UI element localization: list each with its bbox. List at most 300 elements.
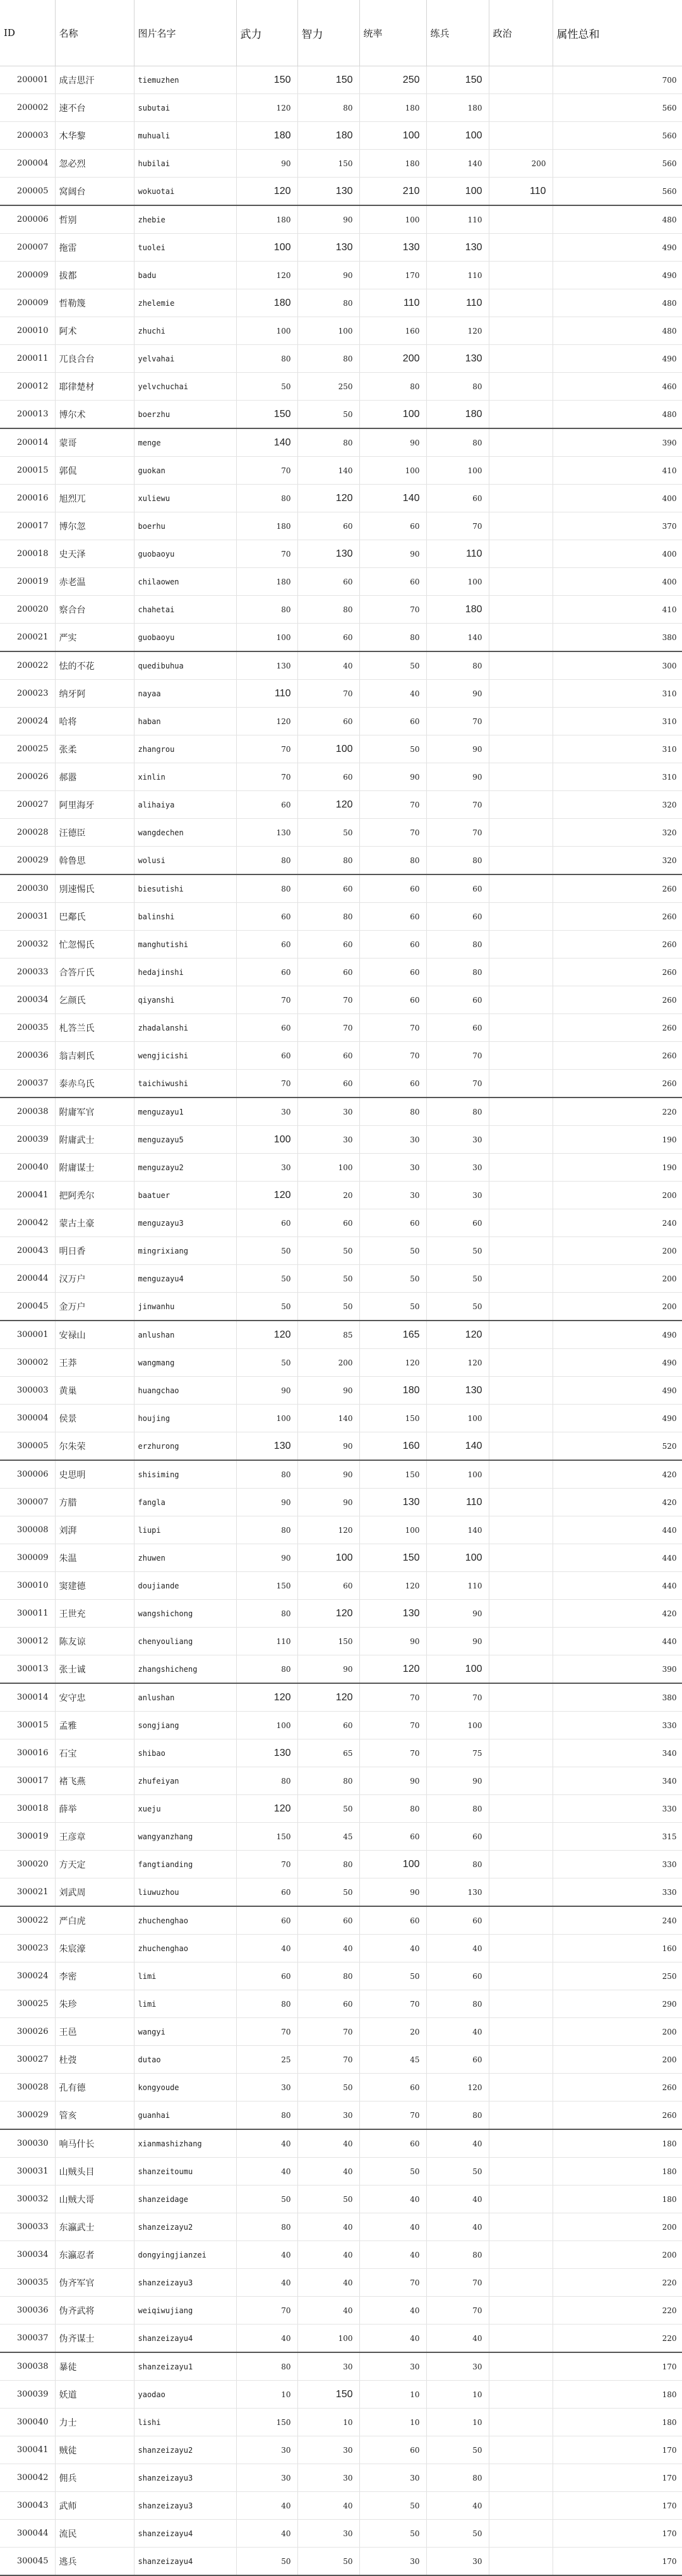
cell-intelligence[interactable]: 50 <box>297 1878 359 1907</box>
cell-id[interactable]: 200009 <box>0 262 55 289</box>
cell-force[interactable]: 70 <box>236 763 297 791</box>
cell-politics[interactable] <box>489 1572 553 1600</box>
cell-training[interactable]: 70 <box>426 819 489 847</box>
cell-id[interactable]: 200002 <box>0 94 55 122</box>
cell-command[interactable]: 50 <box>359 1237 426 1265</box>
cell-training[interactable]: 100 <box>426 1405 489 1432</box>
cell-force[interactable]: 100 <box>236 1405 297 1432</box>
cell-force[interactable]: 100 <box>236 317 297 345</box>
cell-intelligence[interactable]: 60 <box>297 1906 359 1935</box>
cell-name[interactable]: 张士诚 <box>55 1655 134 1684</box>
cell-training[interactable]: 50 <box>426 1265 489 1293</box>
cell-image-name[interactable]: wolusi <box>134 847 236 875</box>
cell-politics[interactable]: 110 <box>489 178 553 206</box>
cell-name[interactable]: 东瀛忍者 <box>55 2241 134 2269</box>
cell-name[interactable]: 薛举 <box>55 1795 134 1823</box>
cell-politics[interactable] <box>489 234 553 262</box>
cell-total[interactable]: 310 <box>553 708 682 735</box>
cell-id[interactable]: 200028 <box>0 819 55 847</box>
cell-command[interactable]: 160 <box>359 317 426 345</box>
cell-total[interactable]: 410 <box>553 596 682 624</box>
cell-total[interactable]: 220 <box>553 2269 682 2297</box>
cell-politics[interactable] <box>489 512 553 540</box>
cell-command[interactable]: 120 <box>359 1349 426 1377</box>
cell-intelligence[interactable]: 40 <box>297 2269 359 2297</box>
cell-force[interactable]: 80 <box>236 874 297 903</box>
cell-name[interactable]: 赤老温 <box>55 568 134 596</box>
cell-command[interactable]: 100 <box>359 205 426 234</box>
cell-total[interactable]: 200 <box>553 1237 682 1265</box>
cell-intelligence[interactable]: 60 <box>297 1572 359 1600</box>
cell-intelligence[interactable]: 130 <box>297 178 359 206</box>
cell-intelligence[interactable]: 130 <box>297 540 359 568</box>
cell-name[interactable]: 力士 <box>55 2409 134 2436</box>
cell-name[interactable]: 忙忽惕氏 <box>55 931 134 958</box>
cell-command[interactable]: 130 <box>359 234 426 262</box>
cell-id[interactable]: 300013 <box>0 1655 55 1684</box>
cell-id[interactable]: 200045 <box>0 1293 55 1321</box>
cell-intelligence[interactable]: 180 <box>297 122 359 150</box>
cell-intelligence[interactable]: 140 <box>297 1405 359 1432</box>
cell-intelligence[interactable]: 85 <box>297 1321 359 1349</box>
cell-image-name[interactable]: zhangshicheng <box>134 1655 236 1684</box>
cell-name[interactable]: 郭侃 <box>55 457 134 485</box>
cell-training[interactable]: 30 <box>426 1126 489 1154</box>
cell-intelligence[interactable]: 40 <box>297 2492 359 2520</box>
cell-force[interactable]: 60 <box>236 1906 297 1935</box>
cell-training[interactable]: 110 <box>426 205 489 234</box>
cell-politics[interactable] <box>489 1154 553 1182</box>
cell-politics[interactable] <box>489 1823 553 1851</box>
cell-image-name[interactable]: baatuer <box>134 1182 236 1209</box>
cell-intelligence[interactable]: 50 <box>297 1293 359 1321</box>
cell-command[interactable]: 70 <box>359 1683 426 1712</box>
cell-total[interactable]: 420 <box>553 1489 682 1516</box>
cell-id[interactable]: 200016 <box>0 485 55 512</box>
cell-command[interactable]: 210 <box>359 178 426 206</box>
cell-training[interactable]: 110 <box>426 540 489 568</box>
cell-name[interactable]: 贼徒 <box>55 2436 134 2464</box>
cell-training[interactable]: 80 <box>426 1851 489 1878</box>
cell-politics[interactable] <box>489 345 553 373</box>
cell-image-name[interactable]: liupi <box>134 1516 236 1544</box>
cell-force[interactable]: 60 <box>236 931 297 958</box>
cell-intelligence[interactable]: 50 <box>297 2548 359 2576</box>
cell-total[interactable]: 180 <box>553 2158 682 2186</box>
cell-command[interactable]: 60 <box>359 874 426 903</box>
cell-image-name[interactable]: fangla <box>134 1489 236 1516</box>
cell-id[interactable]: 300019 <box>0 1823 55 1851</box>
cell-name[interactable]: 严白虎 <box>55 1906 134 1935</box>
cell-command[interactable]: 150 <box>359 1460 426 1489</box>
cell-image-name[interactable]: wengjicishi <box>134 1042 236 1070</box>
cell-intelligence[interactable]: 70 <box>297 986 359 1014</box>
cell-name[interactable]: 佣兵 <box>55 2464 134 2492</box>
cell-training[interactable]: 40 <box>426 2325 489 2353</box>
cell-force[interactable]: 180 <box>236 568 297 596</box>
cell-name[interactable]: 怯的不花 <box>55 651 134 680</box>
cell-command[interactable]: 20 <box>359 2018 426 2046</box>
cell-command[interactable]: 130 <box>359 1600 426 1628</box>
cell-id[interactable]: 300016 <box>0 1739 55 1767</box>
cell-intelligence[interactable]: 250 <box>297 373 359 401</box>
cell-command[interactable]: 50 <box>359 1293 426 1321</box>
cell-total[interactable]: 520 <box>553 1432 682 1461</box>
cell-force[interactable]: 10 <box>236 2381 297 2409</box>
cell-politics[interactable] <box>489 1600 553 1628</box>
cell-force[interactable]: 130 <box>236 651 297 680</box>
cell-total[interactable]: 390 <box>553 428 682 457</box>
cell-force[interactable]: 60 <box>236 1014 297 1042</box>
cell-training[interactable]: 140 <box>426 1432 489 1461</box>
cell-image-name[interactable]: biesutishi <box>134 874 236 903</box>
cell-intelligence[interactable]: 70 <box>297 2046 359 2074</box>
cell-intelligence[interactable]: 45 <box>297 1823 359 1851</box>
cell-name[interactable]: 杜弢 <box>55 2046 134 2074</box>
cell-image-name[interactable]: nayaa <box>134 680 236 708</box>
header-command[interactable]: 统率 <box>359 0 426 66</box>
cell-id[interactable]: 300022 <box>0 1906 55 1935</box>
cell-intelligence[interactable]: 50 <box>297 1795 359 1823</box>
cell-total[interactable]: 170 <box>553 2464 682 2492</box>
cell-image-name[interactable]: zhuchenghao <box>134 1935 236 1962</box>
cell-command[interactable]: 70 <box>359 1712 426 1739</box>
cell-command[interactable]: 180 <box>359 150 426 178</box>
cell-image-name[interactable]: menguzayu4 <box>134 1265 236 1293</box>
cell-intelligence[interactable]: 30 <box>297 2436 359 2464</box>
cell-image-name[interactable]: shibao <box>134 1739 236 1767</box>
cell-force[interactable]: 70 <box>236 540 297 568</box>
cell-command[interactable]: 160 <box>359 1432 426 1461</box>
cell-id[interactable]: 300017 <box>0 1767 55 1795</box>
cell-total[interactable]: 490 <box>553 345 682 373</box>
header-image-name[interactable]: 图片名字 <box>134 0 236 66</box>
cell-id[interactable]: 300033 <box>0 2213 55 2241</box>
cell-command[interactable]: 30 <box>359 1154 426 1182</box>
cell-image-name[interactable]: yelvchuchai <box>134 373 236 401</box>
cell-command[interactable]: 100 <box>359 401 426 429</box>
cell-total[interactable]: 330 <box>553 1878 682 1907</box>
cell-force[interactable]: 60 <box>236 1209 297 1237</box>
cell-name[interactable]: 方天定 <box>55 1851 134 1878</box>
cell-training[interactable]: 70 <box>426 1070 489 1098</box>
cell-command[interactable]: 10 <box>359 2409 426 2436</box>
cell-intelligence[interactable]: 60 <box>297 1042 359 1070</box>
cell-intelligence[interactable]: 50 <box>297 1237 359 1265</box>
cell-image-name[interactable]: yaodao <box>134 2381 236 2409</box>
cell-intelligence[interactable]: 60 <box>297 874 359 903</box>
header-name[interactable]: 名称 <box>55 0 134 66</box>
cell-intelligence[interactable]: 60 <box>297 958 359 986</box>
cell-total[interactable]: 200 <box>553 2213 682 2241</box>
cell-id[interactable]: 200040 <box>0 1154 55 1182</box>
cell-id[interactable]: 300023 <box>0 1935 55 1962</box>
cell-name[interactable]: 博尔术 <box>55 401 134 429</box>
cell-politics[interactable] <box>489 428 553 457</box>
cell-training[interactable]: 180 <box>426 596 489 624</box>
cell-id[interactable]: 300040 <box>0 2409 55 2436</box>
cell-total[interactable]: 700 <box>553 66 682 94</box>
cell-id[interactable]: 300039 <box>0 2381 55 2409</box>
cell-id[interactable]: 300014 <box>0 1683 55 1712</box>
cell-training[interactable]: 10 <box>426 2409 489 2436</box>
cell-id[interactable]: 300005 <box>0 1432 55 1461</box>
cell-intelligence[interactable]: 90 <box>297 1489 359 1516</box>
cell-command[interactable]: 60 <box>359 2436 426 2464</box>
cell-id[interactable]: 300007 <box>0 1489 55 1516</box>
cell-command[interactable]: 100 <box>359 1851 426 1878</box>
cell-total[interactable]: 240 <box>553 1209 682 1237</box>
cell-politics[interactable] <box>489 1851 553 1878</box>
cell-training[interactable]: 30 <box>426 1182 489 1209</box>
cell-id[interactable]: 300028 <box>0 2074 55 2101</box>
cell-training[interactable]: 90 <box>426 1600 489 1628</box>
cell-training[interactable]: 40 <box>426 2213 489 2241</box>
cell-image-name[interactable]: shanzeizayu4 <box>134 2548 236 2576</box>
cell-image-name[interactable]: shanzeizayu3 <box>134 2464 236 2492</box>
cell-training[interactable]: 30 <box>426 2548 489 2576</box>
cell-training[interactable]: 120 <box>426 317 489 345</box>
cell-total[interactable]: 490 <box>553 1377 682 1405</box>
cell-total[interactable]: 180 <box>553 2186 682 2213</box>
cell-total[interactable]: 260 <box>553 903 682 931</box>
cell-image-name[interactable]: dongyingjianzei <box>134 2241 236 2269</box>
cell-force[interactable]: 30 <box>236 1098 297 1126</box>
cell-intelligence[interactable]: 200 <box>297 1349 359 1377</box>
cell-force[interactable]: 80 <box>236 2352 297 2381</box>
cell-force[interactable]: 150 <box>236 1823 297 1851</box>
cell-force[interactable]: 100 <box>236 1126 297 1154</box>
cell-training[interactable]: 60 <box>426 903 489 931</box>
cell-politics[interactable] <box>489 373 553 401</box>
cell-command[interactable]: 100 <box>359 457 426 485</box>
cell-force[interactable]: 90 <box>236 1489 297 1516</box>
cell-total[interactable]: 180 <box>553 2409 682 2436</box>
cell-politics[interactable] <box>489 2381 553 2409</box>
cell-force[interactable]: 130 <box>236 819 297 847</box>
cell-id[interactable]: 200031 <box>0 903 55 931</box>
cell-intelligence[interactable]: 40 <box>297 2297 359 2325</box>
cell-total[interactable]: 490 <box>553 262 682 289</box>
cell-command[interactable]: 30 <box>359 2352 426 2381</box>
cell-image-name[interactable]: liuwuzhou <box>134 1878 236 1907</box>
cell-name[interactable]: 拖雷 <box>55 234 134 262</box>
cell-training[interactable]: 130 <box>426 1878 489 1907</box>
cell-training[interactable]: 80 <box>426 847 489 875</box>
cell-training[interactable]: 130 <box>426 345 489 373</box>
cell-force[interactable]: 50 <box>236 1349 297 1377</box>
cell-politics[interactable] <box>489 1237 553 1265</box>
cell-total[interactable]: 440 <box>553 1572 682 1600</box>
cell-id[interactable]: 200022 <box>0 651 55 680</box>
cell-intelligence[interactable]: 65 <box>297 1739 359 1767</box>
cell-training[interactable]: 40 <box>426 1935 489 1962</box>
cell-politics[interactable] <box>489 847 553 875</box>
cell-command[interactable]: 60 <box>359 708 426 735</box>
cell-training[interactable]: 80 <box>426 1795 489 1823</box>
cell-name[interactable]: 褚飞燕 <box>55 1767 134 1795</box>
cell-image-name[interactable]: chenyouliang <box>134 1628 236 1655</box>
cell-intelligence[interactable]: 120 <box>297 791 359 819</box>
cell-training[interactable]: 150 <box>426 66 489 94</box>
cell-politics[interactable] <box>489 1628 553 1655</box>
cell-image-name[interactable]: boerzhu <box>134 401 236 429</box>
cell-id[interactable]: 200004 <box>0 150 55 178</box>
cell-intelligence[interactable]: 40 <box>297 2241 359 2269</box>
cell-total[interactable]: 200 <box>553 1182 682 1209</box>
cell-total[interactable]: 400 <box>553 540 682 568</box>
cell-command[interactable]: 120 <box>359 1572 426 1600</box>
cell-training[interactable]: 110 <box>426 1489 489 1516</box>
cell-politics[interactable] <box>489 1014 553 1042</box>
cell-name[interactable]: 山贼头目 <box>55 2158 134 2186</box>
cell-training[interactable]: 80 <box>426 931 489 958</box>
cell-force[interactable]: 120 <box>236 1683 297 1712</box>
cell-command[interactable]: 70 <box>359 819 426 847</box>
cell-command[interactable]: 140 <box>359 485 426 512</box>
cell-image-name[interactable]: jinwanhu <box>134 1293 236 1321</box>
cell-name[interactable]: 石宝 <box>55 1739 134 1767</box>
cell-id[interactable]: 200025 <box>0 735 55 763</box>
cell-name[interactable]: 兀良合台 <box>55 345 134 373</box>
cell-total[interactable]: 310 <box>553 763 682 791</box>
cell-name[interactable]: 附庸武士 <box>55 1126 134 1154</box>
cell-id[interactable]: 200039 <box>0 1126 55 1154</box>
header-total[interactable]: 属性总和 <box>553 0 682 66</box>
cell-training[interactable]: 80 <box>426 428 489 457</box>
cell-image-name[interactable]: zhangrou <box>134 735 236 763</box>
cell-force[interactable]: 30 <box>236 2464 297 2492</box>
cell-force[interactable]: 80 <box>236 345 297 373</box>
cell-total[interactable]: 330 <box>553 1851 682 1878</box>
cell-force[interactable]: 150 <box>236 66 297 94</box>
cell-intelligence[interactable]: 90 <box>297 1655 359 1684</box>
cell-training[interactable]: 60 <box>426 1962 489 1990</box>
cell-total[interactable]: 260 <box>553 874 682 903</box>
cell-id[interactable]: 300036 <box>0 2297 55 2325</box>
cell-intelligence[interactable]: 60 <box>297 763 359 791</box>
cell-name[interactable]: 窝阔台 <box>55 178 134 206</box>
cell-force[interactable]: 60 <box>236 1878 297 1907</box>
cell-training[interactable]: 80 <box>426 2464 489 2492</box>
cell-force[interactable]: 140 <box>236 428 297 457</box>
cell-name[interactable]: 哲勒篾 <box>55 289 134 317</box>
cell-id[interactable]: 200043 <box>0 1237 55 1265</box>
cell-force[interactable]: 40 <box>236 2129 297 2158</box>
cell-id[interactable]: 200034 <box>0 986 55 1014</box>
cell-training[interactable]: 120 <box>426 1321 489 1349</box>
cell-command[interactable]: 40 <box>359 1935 426 1962</box>
cell-name[interactable]: 史天泽 <box>55 540 134 568</box>
cell-name[interactable]: 流民 <box>55 2520 134 2548</box>
cell-training[interactable]: 100 <box>426 1460 489 1489</box>
cell-force[interactable]: 40 <box>236 2492 297 2520</box>
cell-force[interactable]: 50 <box>236 373 297 401</box>
cell-force[interactable]: 80 <box>236 596 297 624</box>
cell-command[interactable]: 80 <box>359 1795 426 1823</box>
cell-id[interactable]: 200018 <box>0 540 55 568</box>
cell-image-name[interactable]: songjiang <box>134 1712 236 1739</box>
cell-total[interactable]: 180 <box>553 2129 682 2158</box>
cell-total[interactable]: 380 <box>553 1683 682 1712</box>
cell-image-name[interactable]: lishi <box>134 2409 236 2436</box>
cell-image-name[interactable]: taichiwushi <box>134 1070 236 1098</box>
cell-id[interactable]: 300015 <box>0 1712 55 1739</box>
cell-name[interactable]: 陈友谅 <box>55 1628 134 1655</box>
cell-force[interactable]: 120 <box>236 1182 297 1209</box>
cell-training[interactable]: 80 <box>426 2101 489 2130</box>
cell-politics[interactable] <box>489 791 553 819</box>
cell-training[interactable]: 60 <box>426 485 489 512</box>
cell-id[interactable]: 200042 <box>0 1209 55 1237</box>
cell-id[interactable]: 200003 <box>0 122 55 150</box>
cell-id[interactable]: 300008 <box>0 1516 55 1544</box>
cell-image-name[interactable]: guanhai <box>134 2101 236 2130</box>
cell-intelligence[interactable]: 30 <box>297 2101 359 2130</box>
cell-command[interactable]: 120 <box>359 1655 426 1684</box>
cell-training[interactable]: 100 <box>426 1655 489 1684</box>
cell-image-name[interactable]: badu <box>134 262 236 289</box>
cell-name[interactable]: 暴徒 <box>55 2352 134 2381</box>
cell-name[interactable]: 把阿秃尔 <box>55 1182 134 1209</box>
cell-force[interactable]: 60 <box>236 1962 297 1990</box>
cell-name[interactable]: 侯景 <box>55 1405 134 1432</box>
cell-command[interactable]: 50 <box>359 735 426 763</box>
cell-training[interactable]: 30 <box>426 1154 489 1182</box>
cell-id[interactable]: 200035 <box>0 1014 55 1042</box>
cell-total[interactable]: 170 <box>553 2492 682 2520</box>
cell-id[interactable]: 200010 <box>0 317 55 345</box>
cell-force[interactable]: 40 <box>236 1935 297 1962</box>
cell-total[interactable]: 440 <box>553 1516 682 1544</box>
cell-politics[interactable] <box>489 1795 553 1823</box>
cell-command[interactable]: 40 <box>359 2186 426 2213</box>
cell-politics[interactable] <box>489 2213 553 2241</box>
cell-id[interactable]: 300037 <box>0 2325 55 2353</box>
cell-intelligence[interactable]: 40 <box>297 2213 359 2241</box>
cell-command[interactable]: 90 <box>359 1878 426 1907</box>
cell-name[interactable]: 史思明 <box>55 1460 134 1489</box>
cell-intelligence[interactable]: 10 <box>297 2409 359 2436</box>
cell-id[interactable]: 300025 <box>0 1990 55 2018</box>
cell-command[interactable]: 30 <box>359 1182 426 1209</box>
cell-training[interactable]: 75 <box>426 1739 489 1767</box>
cell-name[interactable]: 郝嚣 <box>55 763 134 791</box>
cell-intelligence[interactable]: 40 <box>297 2129 359 2158</box>
cell-command[interactable]: 80 <box>359 624 426 652</box>
cell-force[interactable]: 180 <box>236 205 297 234</box>
cell-force[interactable]: 90 <box>236 1377 297 1405</box>
cell-intelligence[interactable]: 30 <box>297 2520 359 2548</box>
cell-politics[interactable] <box>489 1683 553 1712</box>
cell-command[interactable]: 130 <box>359 1489 426 1516</box>
cell-intelligence[interactable]: 80 <box>297 428 359 457</box>
cell-image-name[interactable]: xueju <box>134 1795 236 1823</box>
cell-intelligence[interactable]: 90 <box>297 262 359 289</box>
cell-politics[interactable] <box>489 317 553 345</box>
cell-id[interactable]: 200020 <box>0 596 55 624</box>
cell-intelligence[interactable]: 60 <box>297 1990 359 2018</box>
cell-intelligence[interactable]: 70 <box>297 1014 359 1042</box>
cell-intelligence[interactable]: 140 <box>297 457 359 485</box>
cell-id[interactable]: 200007 <box>0 234 55 262</box>
cell-command[interactable]: 40 <box>359 2241 426 2269</box>
cell-intelligence[interactable]: 60 <box>297 512 359 540</box>
cell-politics[interactable] <box>489 2241 553 2269</box>
cell-intelligence[interactable]: 80 <box>297 596 359 624</box>
cell-command[interactable]: 70 <box>359 2269 426 2297</box>
cell-image-name[interactable]: quedibuhua <box>134 651 236 680</box>
